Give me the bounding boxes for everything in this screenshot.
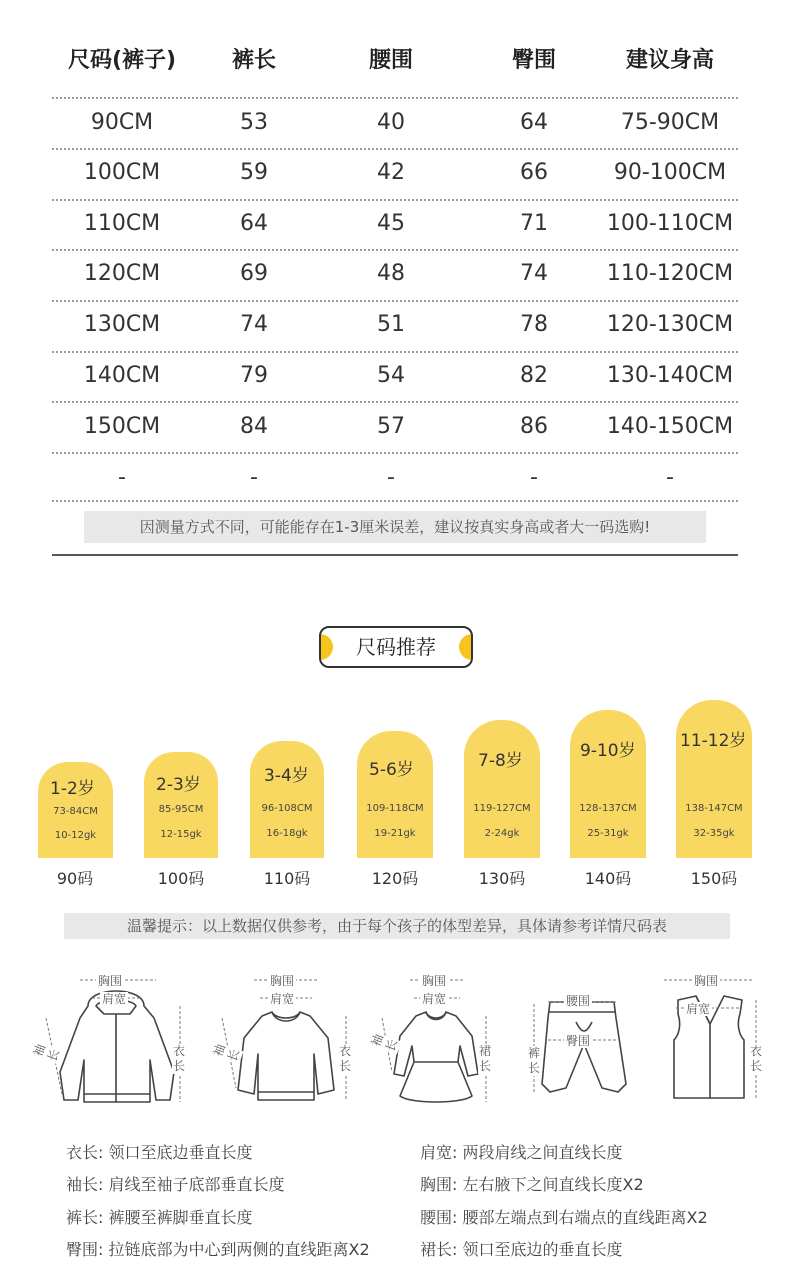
card-code: 140码 [584, 869, 632, 888]
cell-height: 140-150CM [606, 414, 734, 439]
card-age: 1-2岁 [50, 779, 95, 799]
card-age: 3-4岁 [264, 766, 309, 786]
definition-desc: 两段肩线之间直线长度 [462, 1143, 623, 1162]
pants-diagram [522, 962, 640, 1112]
cell-length: 59 [240, 160, 268, 185]
cell-size: 110CM [83, 211, 161, 236]
card-weight: 19-21gk [374, 828, 416, 839]
section-divider [52, 554, 738, 556]
definition-desc: 领口至底边垂直长度 [108, 1143, 253, 1162]
label-shoulder: 肩宽 [422, 992, 447, 1006]
cell-size: 100CM [83, 160, 161, 185]
header-hip: 臀围 [511, 48, 556, 73]
table-header-row [52, 36, 738, 86]
label-length: 裙长 [478, 1044, 491, 1073]
definition-desc: 腰部左端点到右端点的直线距离X2 [462, 1208, 708, 1227]
definition-item [66, 1205, 253, 1228]
card-height: 128-137CM [579, 803, 637, 814]
definition-desc: 裤腰至裤脚垂直长度 [108, 1208, 253, 1227]
cell-size: 120CM [83, 261, 161, 286]
label-waist: 腰围 [566, 994, 591, 1008]
definition-item [420, 1172, 644, 1195]
definition-desc: 左右腋下之间直线长度X2 [462, 1175, 644, 1194]
cell-waist: 45 [377, 211, 405, 236]
label-sleeve: 袖长 [30, 1042, 63, 1064]
section-title-size-recommendation [319, 626, 473, 668]
size-card-2 [144, 752, 218, 858]
cell-height: 100-110CM [606, 211, 734, 236]
table-row [52, 249, 738, 299]
definition-item [420, 1237, 623, 1260]
table-row [52, 351, 738, 401]
label-shoulder: 肩宽 [270, 992, 295, 1006]
cell-waist: 48 [377, 261, 405, 286]
cell-waist: 40 [377, 110, 405, 135]
card-weight: 10-12gk [54, 830, 97, 841]
cell-height: 110-120CM [606, 261, 734, 286]
header-pants-length: 裤长 [231, 48, 276, 73]
definition-item [420, 1140, 623, 1163]
definition-term: 臀围: [66, 1240, 104, 1259]
definition-desc: 拉链底部为中心到两侧的直线距离X2 [108, 1240, 370, 1259]
table-row [52, 402, 738, 452]
section-title-text: 尺码推荐 [356, 635, 436, 659]
definition-term: 腰围: [420, 1208, 458, 1227]
label-length: 衣长 [338, 1044, 351, 1073]
cell-waist: - [387, 465, 395, 490]
definition-item [420, 1205, 708, 1228]
card-age: 9-10岁 [580, 741, 636, 761]
label-shoulder: 肩宽 [102, 992, 127, 1006]
vest-diagram [654, 962, 770, 1112]
cell-length: 74 [240, 312, 268, 337]
label-chest: 胸围 [98, 974, 123, 988]
card-code: 120码 [371, 869, 419, 888]
cell-hip: 64 [520, 110, 548, 135]
cell-hip: 86 [520, 414, 548, 439]
label-sleeve: 袖长 [210, 1042, 243, 1064]
table-row [52, 98, 738, 148]
definition-item [66, 1172, 285, 1195]
card-age: 2-3岁 [156, 775, 201, 795]
cell-size: 140CM [83, 363, 161, 388]
definition-desc: 肩线至袖子底部垂直长度 [108, 1175, 285, 1194]
jacket-diagram [30, 962, 194, 1112]
cell-length: 79 [240, 363, 268, 388]
definition-desc: 领口至底边的垂直长度 [462, 1240, 623, 1259]
definition-term: 胸围: [420, 1175, 458, 1194]
cell-size: 150CM [83, 414, 161, 439]
card-age: 5-6岁 [369, 760, 414, 780]
cell-size: 130CM [83, 312, 161, 337]
measurement-note: 因测量方式不同，可能能存在1-3厘米误差，建议按真实身高或者大一码选购! [84, 511, 706, 543]
card-weight: 32-35gk [693, 828, 735, 839]
cell-size: - [118, 465, 126, 490]
cell-hip: 78 [520, 312, 548, 337]
cell-hip: 71 [520, 211, 548, 236]
cell-length: 69 [240, 261, 268, 286]
definition-term: 肩宽: [420, 1143, 458, 1162]
header-suggested-height: 建议身高 [625, 48, 714, 73]
size-card-1 [38, 762, 113, 858]
cell-waist: 42 [377, 160, 405, 185]
table-row [52, 300, 738, 350]
table-row [52, 453, 738, 503]
cell-length: 53 [240, 110, 268, 135]
card-height: 73-84CM [53, 806, 98, 817]
label-length: 裤长 [527, 1046, 540, 1075]
card-code: 90码 [56, 869, 94, 888]
cell-hip: 82 [520, 363, 548, 388]
cell-hip: 74 [520, 261, 548, 286]
card-age: 11-12岁 [680, 731, 747, 751]
cell-size: 90CM [90, 110, 154, 135]
size-card-4 [357, 731, 433, 858]
size-card-7 [676, 700, 752, 858]
cell-height: 130-140CM [606, 363, 734, 388]
cell-height: 90-100CM [613, 160, 727, 185]
cell-waist: 57 [377, 414, 405, 439]
header-size: 尺码(裤子) [67, 48, 177, 73]
label-shoulder: 肩宽 [686, 1002, 711, 1016]
cell-length: 84 [240, 414, 268, 439]
table-row [52, 199, 738, 249]
dress-diagram [368, 962, 504, 1112]
card-height: 109-118CM [366, 803, 424, 814]
card-weight: 12-15gk [160, 829, 202, 840]
card-age: 7-8岁 [478, 751, 523, 771]
cell-height: 75-90CM [620, 110, 720, 135]
size-card-3 [250, 741, 324, 858]
card-weight: 2-24gk [484, 828, 520, 839]
card-code: 110码 [263, 869, 311, 888]
cell-height: 120-130CM [606, 312, 734, 337]
definition-item [66, 1237, 370, 1260]
cell-length: 64 [240, 211, 268, 236]
label-hip: 臀围 [566, 1034, 591, 1048]
cell-waist: 51 [377, 312, 405, 337]
card-height: 138-147CM [685, 803, 743, 814]
cell-waist: 54 [377, 363, 405, 388]
reference-tip: 温馨提示：以上数据仅供参考，由于每个孩子的体型差异，具体请参考详情尺码表 [64, 913, 730, 939]
cell-length: - [250, 465, 258, 490]
cell-hip: - [530, 465, 538, 490]
definition-item [66, 1140, 253, 1163]
row-divider [52, 500, 738, 502]
card-code: 150码 [690, 869, 738, 888]
card-code: 100码 [157, 869, 205, 888]
definition-term: 裤长: [66, 1208, 104, 1227]
card-height: 96-108CM [261, 803, 313, 814]
label-chest: 胸围 [694, 974, 719, 988]
card-weight: 16-18gk [266, 828, 308, 839]
label-sleeve: 袖长 [368, 1032, 401, 1054]
card-height: 85-95CM [158, 804, 204, 815]
label-chest: 胸围 [422, 974, 447, 988]
definition-term: 裙长: [420, 1240, 458, 1259]
label-length: 衣长 [749, 1044, 762, 1073]
label-chest: 胸围 [270, 974, 295, 988]
size-card-5 [464, 720, 540, 858]
label-length: 衣长 [172, 1044, 185, 1073]
cell-height: - [666, 465, 674, 490]
card-weight: 25-31gk [587, 828, 629, 839]
definition-term: 衣长: [66, 1143, 104, 1162]
definition-term: 袖长: [66, 1175, 104, 1194]
size-card-6 [570, 710, 646, 858]
sweater-diagram [210, 962, 360, 1112]
table-row [52, 148, 738, 198]
card-code: 130码 [478, 869, 526, 888]
card-height: 119-127CM [473, 803, 531, 814]
header-waist: 腰围 [368, 48, 413, 73]
cell-hip: 66 [520, 160, 548, 185]
